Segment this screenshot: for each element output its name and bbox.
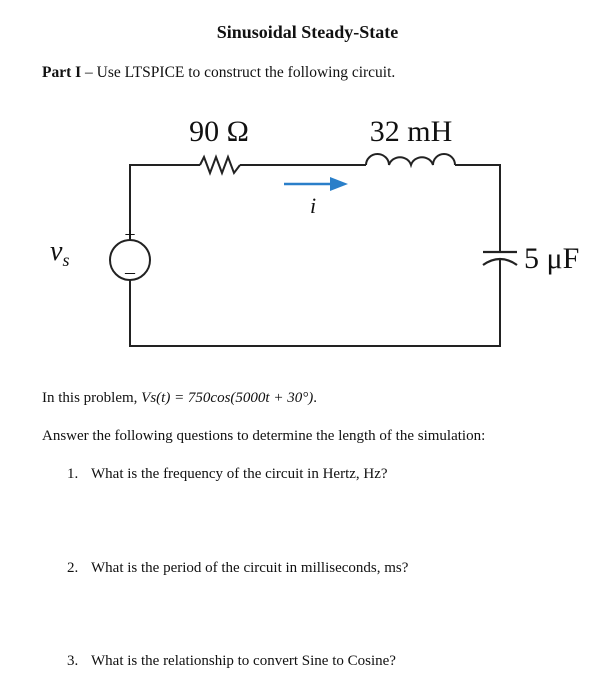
resistor-symbol: [200, 157, 240, 173]
source-label: [50, 236, 69, 270]
source-label-subscript: s: [62, 250, 70, 270]
source-plus-sign: +: [124, 224, 136, 246]
current-label: i: [309, 193, 317, 218]
part-heading: [42, 64, 395, 82]
question-text: What is the relationship to convert Sine to Cosine?: [91, 653, 396, 669]
question-item: [67, 466, 388, 483]
capacitor-label: 5 μF: [524, 242, 580, 275]
problem-equation: Vs(t) = 750cos(5000t + 30°): [141, 390, 314, 406]
current-arrow: [284, 177, 348, 191]
inductor-label: 32 mH: [369, 115, 453, 148]
problem-prefix: In this problem,: [42, 390, 142, 406]
problem-suffix: .: [313, 390, 317, 406]
question-number: 1.: [67, 466, 79, 482]
question-number: 2.: [67, 560, 79, 576]
part-label: Part I: [42, 64, 82, 81]
circuit-diagram: [0, 100, 615, 370]
source-minus-sign: –: [125, 261, 135, 283]
resistor-label: 90 Ω: [189, 115, 249, 148]
inductor-symbol: [366, 154, 455, 165]
source-label-main: v: [50, 236, 63, 267]
instruction-text: Answer the following questions to determine the length of the simulation:: [42, 428, 486, 444]
page-title: Sinusoidal Steady-State: [216, 22, 399, 42]
question-item: [67, 560, 408, 577]
question-item: [67, 653, 396, 670]
part-dash: –: [81, 64, 97, 81]
part-text: Use LTSPICE to construct the following circuit.: [96, 64, 396, 81]
question-text: What is the period of the circuit in milliseconds, ms?: [91, 560, 409, 576]
question-number: 3.: [67, 653, 79, 669]
problem-statement: [42, 390, 317, 407]
question-text: What is the frequency of the circuit in Hertz, Hz?: [91, 466, 388, 482]
